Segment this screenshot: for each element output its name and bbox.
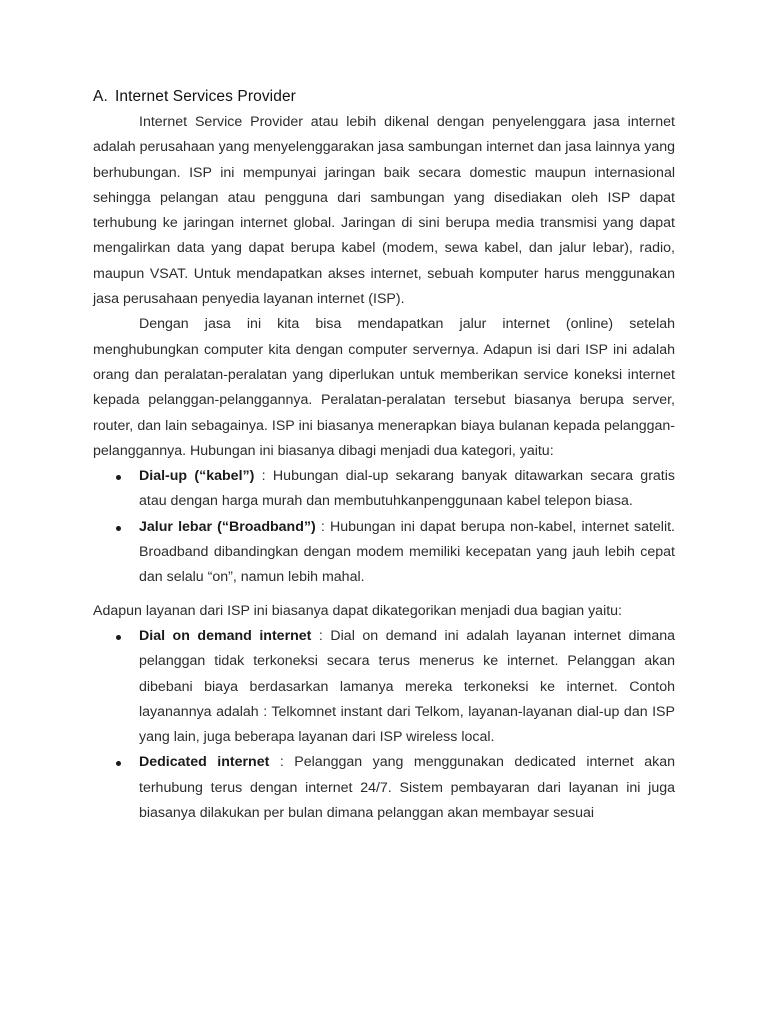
service-type-list (93, 624, 675, 826)
connection-type-list (93, 464, 675, 590)
paragraph-services-intro: Adapun layanan dari ISP ini biasanya dapat dikategorikan menjadi dua bagian yaitu: (93, 602, 622, 619)
document-content (93, 86, 675, 826)
term-dial-on-demand: Dial on demand internet (139, 627, 312, 644)
section-number: A. (93, 88, 108, 105)
list-item-dedicated (93, 750, 675, 826)
term-broadband: Jalur lebar (“Broadband”) (139, 518, 316, 535)
description-dedicated: : Pelanggan yang menggunakan dedicated internet akan terhubung terus dengan internet 24/7. Sistem pembayaran dari layanan ini juga biasanya dilakukan per bulan dimana pelanggan akan membayar sesuai (139, 754, 675, 822)
section-heading (93, 86, 675, 108)
paragraph-isp-service: Dengan jasa ini kita bisa mendapatkan jalur internet (online) setelah menghubungkan computer kita dengan computer servernya. Adapun isi dari ISP ini adalah orang dan peralatan-peralatan yang diperlukan untuk memberikan service koneksi internet kepada pelanggan-pelanggannya. Peralatan-peralatan tersebut biasanya berupa server, router, dan lain sebagainya. ISP ini biasanya menerapkan biaya bulanan kepada pelanggan-pelanggannya. Hubungan ini biasanya dibagi menjadi dua kategori, yaitu: (93, 316, 675, 459)
description-dial-on-demand: : Dial on demand ini adalah layanan internet dimana pelanggan tidak terkoneksi secara terus menerus ke internet. Pelanggan akan dibebani biaya berdasarkan lamanya mereka terkoneksi ke internet. Contoh layanannya adalah : Telkomnet instant dari Telkom, layanan-layanan dial-up dan ISP yang lain, juga beberapa layanan dari ISP wireless local. (139, 627, 675, 746)
section-title: Internet Services Provider (115, 88, 296, 105)
description-broadband: : Hubungan ini dapat berupa non-kabel, internet satelit. Broadband dibandingkan dengan modem memiliki kecepatan yang jauh lebih cepat dan selalu “on”, namun lebih mahal. (139, 518, 675, 586)
bullet-icon (116, 635, 121, 640)
list-item-dial-on-demand (93, 624, 675, 750)
bullet-icon (116, 475, 121, 480)
description-dial-up: : Hubungan dial-up sekarang banyak ditawarkan secara gratis atau dengan harga murah dan membutuhkanpenggunaan kabel telepon biasa. (139, 468, 675, 510)
bullet-icon (116, 761, 121, 766)
list-item-dial-up (93, 464, 675, 515)
paragraph-isp-definition: Internet Service Provider atau lebih dikenal dengan penyelenggara jasa internet adalah perusahaan yang menyelenggarakan jasa sambungan internet dan jasa lainnya yang berhubungan. ISP ini mempunyai jaringan baik secara domestic maupun internasional sehingga pelangan atau pengguna dari sambungan yang disediakan oleh ISP dapat terhubung ke jaringan internet global. Jaringan di sini berupa media transmisi yang dapat mengalirkan data yang dapat berupa kabel (modem, sewa kabel, dan jalur lebar), radio, maupun VSAT. Untuk mendapatkan akses internet, sebuah komputer harus menggunakan jasa perusahaan penyedia layanan internet (ISP). (93, 114, 675, 308)
list-item-broadband (93, 515, 675, 591)
term-dedicated: Dedicated internet (139, 754, 270, 771)
term-dial-up: Dial-up (“kabel”) (139, 468, 255, 485)
bullet-icon (116, 526, 121, 531)
